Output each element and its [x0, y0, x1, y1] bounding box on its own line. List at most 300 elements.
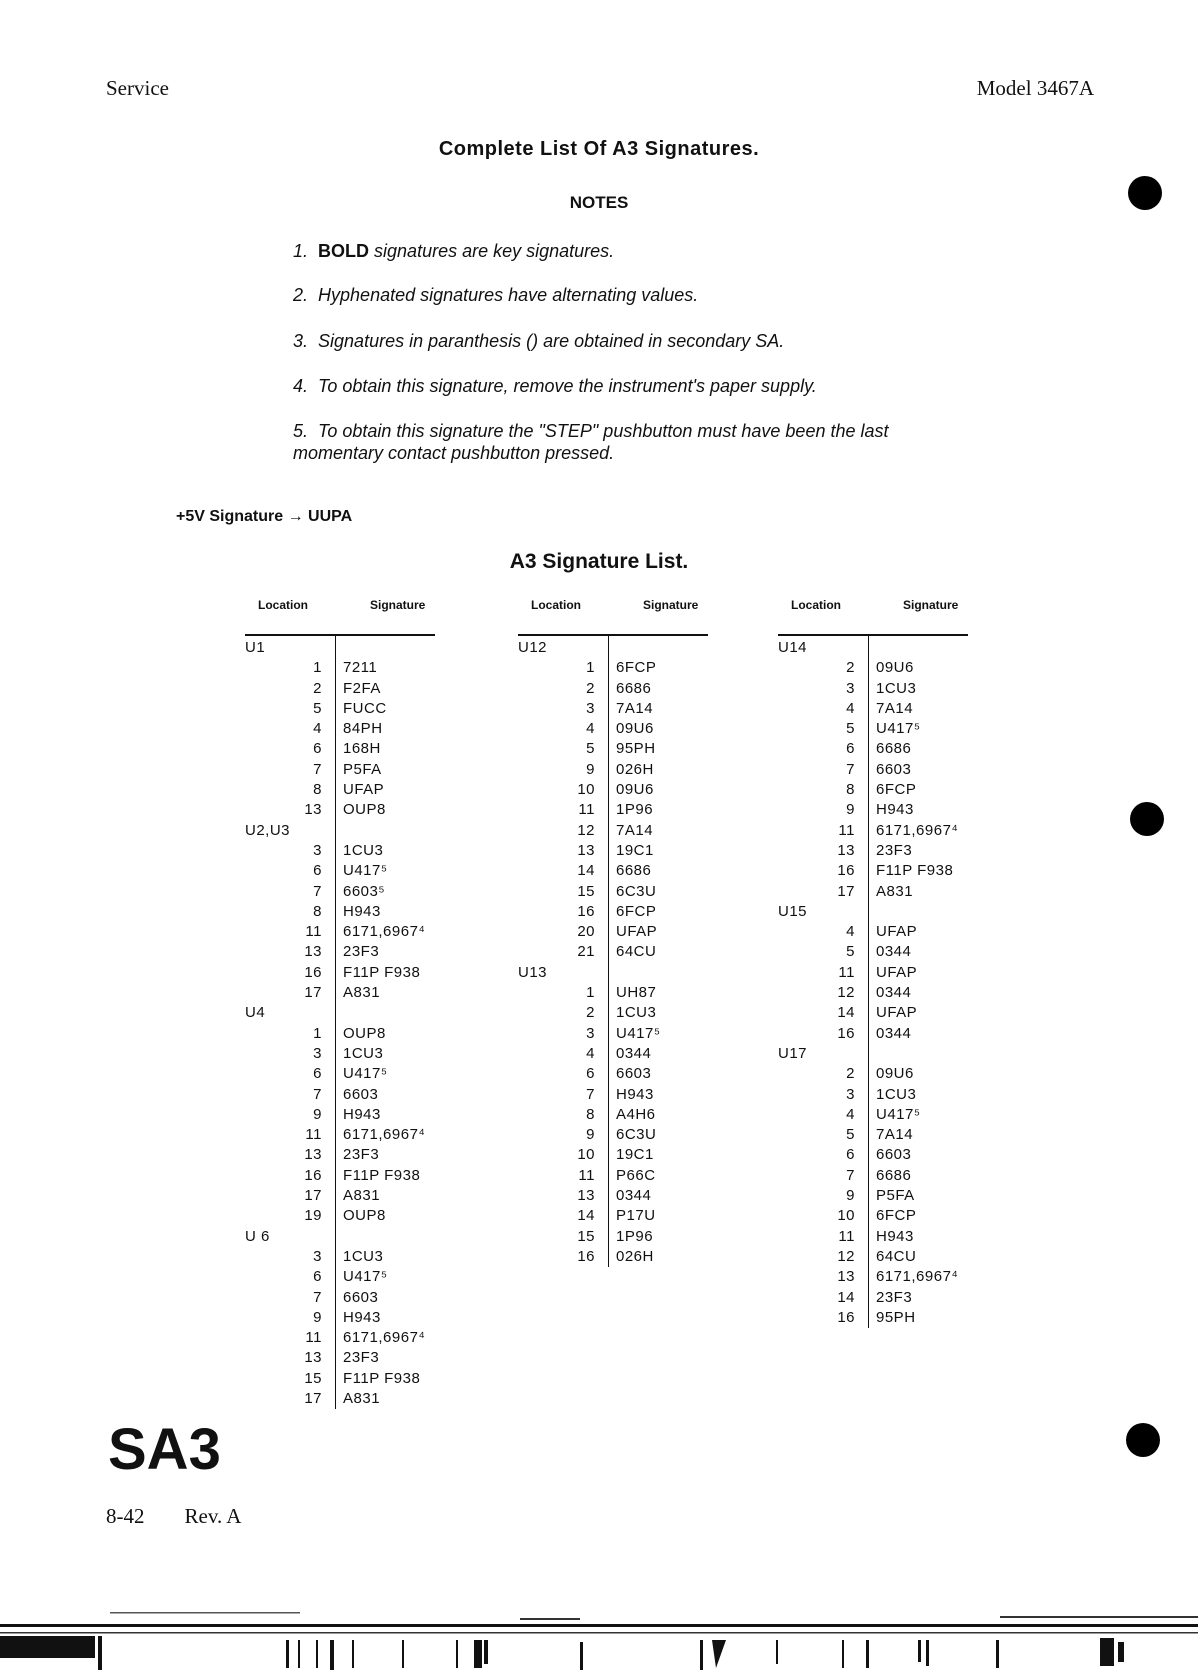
signature-row: [778, 882, 968, 902]
signature-value: F11P F938: [343, 963, 421, 981]
component-location: U17: [778, 1044, 808, 1062]
signature-row: [245, 760, 435, 780]
pin-number: 14: [837, 1288, 855, 1306]
pin-number: 13: [304, 943, 322, 961]
pin-number: 1: [313, 1024, 322, 1042]
signature-row: [778, 1206, 968, 1226]
signature-value: 23F3: [876, 841, 913, 859]
signature-row: [778, 942, 968, 962]
signature-value: 1CU3: [616, 1004, 657, 1022]
signature-row: [245, 1024, 435, 1044]
signature-row: [245, 1247, 435, 1267]
signature-value: 6603: [343, 1288, 379, 1306]
pin-number: 9: [586, 1126, 595, 1144]
pin-number: 16: [837, 862, 855, 880]
note-2: 2. Hyphenated signatures have alternating values.: [293, 285, 699, 305]
signature-row: [245, 902, 435, 922]
pin-number: 7: [586, 1085, 595, 1103]
pin-number: 17: [304, 1187, 322, 1205]
signature-row: [245, 1105, 435, 1125]
column-header: [518, 598, 708, 634]
pin-number: 11: [838, 821, 855, 839]
group-row: [518, 638, 708, 658]
signature-row: [245, 780, 435, 800]
signature-row: [245, 1186, 435, 1206]
pin-number: 16: [577, 902, 595, 920]
supply-signature: +5V Signature → UUPA: [176, 508, 353, 525]
signature-value: 6603⁵: [343, 882, 386, 900]
signature-row: [778, 1145, 968, 1165]
pin-number: 16: [304, 963, 322, 981]
pin-number: 8: [586, 1105, 595, 1123]
pin-number: 5: [586, 740, 595, 758]
pin-number: 11: [578, 1166, 595, 1184]
group-row: [518, 963, 708, 983]
signature-value: F2FA: [343, 679, 381, 697]
pin-number: 6: [313, 1065, 322, 1083]
signature-value: A831: [343, 984, 381, 1002]
pin-number: 9: [846, 801, 855, 819]
pin-number: 13: [577, 841, 595, 859]
signature-value: 7211: [343, 659, 378, 677]
signature-header: Signature: [370, 598, 426, 612]
signature-value: 6171,6967⁴: [343, 1329, 426, 1347]
pin-number: 7: [846, 1166, 855, 1184]
signature-value: 6171,6967⁴: [876, 821, 959, 839]
signature-value: UFAP: [876, 1004, 918, 1022]
signature-value: OUP8: [343, 1207, 386, 1225]
signature-row: [518, 679, 708, 699]
component-location: U13: [518, 963, 548, 981]
signature-value: 6FCP: [876, 1207, 917, 1225]
signature-row: [518, 1206, 708, 1226]
signature-row: [245, 983, 435, 1003]
signature-value: 09U6: [616, 781, 654, 799]
signature-row: [518, 1125, 708, 1145]
signature-row: [518, 699, 708, 719]
signature-value: UFAP: [616, 923, 658, 941]
signature-value: 0344: [876, 984, 912, 1002]
pin-number: 10: [577, 781, 595, 799]
pin-number: 9: [313, 1308, 322, 1326]
signature-value: 19C1: [616, 841, 654, 859]
signature-value: H943: [876, 1227, 914, 1245]
signature-row: [245, 719, 435, 739]
signature-row: [778, 963, 968, 983]
pin-number: 12: [837, 1247, 855, 1265]
pin-number: 7: [846, 760, 855, 778]
page-title: Complete List Of A3 Signatures.: [438, 138, 760, 160]
signature-value: FUCC: [343, 699, 387, 717]
binder-hole-middle: [1130, 802, 1164, 836]
binder-hole-bottom: [1126, 1423, 1160, 1457]
signature-value: 6FCP: [876, 781, 917, 799]
signature-value: H943: [616, 1085, 654, 1103]
component-location: U 6: [245, 1227, 270, 1245]
signature-value: 6171,6967⁴: [343, 1126, 426, 1144]
pin-number: 13: [304, 801, 322, 819]
pin-number: 2: [846, 659, 855, 677]
signature-value: UFAP: [343, 781, 385, 799]
signature-row: [518, 841, 708, 861]
signature-value: 6603: [876, 1146, 912, 1164]
pin-number: 3: [846, 679, 855, 697]
pin-number: 14: [837, 1004, 855, 1022]
signature-row: [245, 1206, 435, 1226]
signature-value: U417⁵: [343, 1268, 388, 1286]
signature-row: [778, 1064, 968, 1084]
header-section-label: Service: [106, 76, 169, 100]
signature-value: U417⁵: [616, 1024, 661, 1042]
signature-row: [778, 1267, 968, 1287]
group-row: [245, 1227, 435, 1247]
pin-number: 12: [837, 984, 855, 1002]
signature-value: P5FA: [343, 760, 382, 778]
scan-artifact-strip: [0, 1588, 1198, 1670]
signature-value: 026H: [616, 760, 654, 778]
note-5: 5. To obtain this signature the "STEP" pushbutton must have been the last momentary contact pushbutton pressed.: [293, 421, 889, 463]
page-number: 8-42: [106, 1504, 145, 1528]
signature-value: 6FCP: [616, 902, 657, 920]
pin-number: 1: [586, 659, 595, 677]
revision-label: Rev. A: [184, 1504, 242, 1528]
signature-value: UFAP: [876, 923, 918, 941]
signature-row: [518, 719, 708, 739]
pin-number: 6: [313, 740, 322, 758]
signature-row: [778, 719, 968, 739]
signature-value: UFAP: [876, 963, 918, 981]
pin-number: 19: [304, 1207, 322, 1225]
signature-row: [245, 1125, 435, 1145]
pin-number: 8: [846, 781, 855, 799]
signature-value: 1CU3: [876, 1085, 917, 1103]
signature-value: 64CU: [876, 1247, 917, 1265]
signature-row: [518, 861, 708, 881]
signature-value: 7A14: [876, 1126, 914, 1144]
signature-value: 6686: [616, 679, 652, 697]
pin-number: 11: [838, 1227, 855, 1245]
signature-row: [245, 699, 435, 719]
group-row: [245, 638, 435, 658]
pin-number: 13: [837, 841, 855, 859]
signature-row: [245, 1348, 435, 1368]
component-location: U14: [778, 639, 808, 656]
pin-number: 4: [313, 720, 322, 738]
signature-row: [245, 1267, 435, 1287]
signature-row: [245, 1064, 435, 1084]
signature-row: [778, 780, 968, 800]
pin-number: 9: [313, 1105, 322, 1123]
pin-number: 3: [846, 1085, 855, 1103]
signature-value: 64CU: [616, 943, 657, 961]
pin-number: 5: [846, 943, 855, 961]
signature-row: [518, 1145, 708, 1165]
signature-row: [778, 1024, 968, 1044]
pin-number: 7: [313, 1288, 322, 1306]
signature-value: 6686: [876, 1166, 912, 1184]
signature-row: [778, 983, 968, 1003]
signature-row: [778, 1003, 968, 1023]
signature-value: H943: [343, 1308, 381, 1326]
signature-value: 95PH: [876, 1308, 916, 1326]
signature-row: [518, 942, 708, 962]
pin-number: 3: [313, 841, 322, 859]
signature-column-1: [245, 598, 435, 1409]
component-location: U2,U3: [245, 821, 291, 839]
signature-row: [245, 1166, 435, 1186]
pin-number: 11: [578, 801, 595, 819]
signature-value: 23F3: [343, 943, 380, 961]
column-header: [778, 598, 968, 634]
signature-row: [778, 1227, 968, 1247]
signature-value: 1P96: [616, 1227, 654, 1245]
location-header: Location: [791, 598, 841, 612]
signature-column-3: [778, 598, 968, 1328]
signature-row: [245, 861, 435, 881]
group-row: [245, 821, 435, 841]
signature-row: [778, 658, 968, 678]
note-4: 4. To obtain this signature, remove the instrument's paper supply.: [293, 376, 817, 396]
group-row: [778, 902, 968, 922]
signature-column-2: [518, 598, 708, 1267]
pin-number: 2: [313, 679, 322, 697]
signature-value: 6603: [343, 1085, 379, 1103]
signature-row: [778, 1125, 968, 1145]
pin-number: 1: [313, 659, 322, 677]
signature-value: UH87: [616, 984, 657, 1002]
pin-number: 13: [837, 1268, 855, 1286]
signature-row: [518, 821, 708, 841]
pin-number: 15: [577, 882, 595, 900]
pin-number: 11: [305, 1126, 322, 1144]
note-3: 3. Signatures in paranthesis () are obtained in secondary SA.: [293, 331, 785, 351]
group-row: [245, 1003, 435, 1023]
pin-number: 9: [586, 760, 595, 778]
signature-row: [518, 1003, 708, 1023]
signature-value: 6171,6967⁴: [876, 1268, 959, 1286]
signature-value: A4H6: [616, 1105, 656, 1123]
pin-number: 15: [577, 1227, 595, 1245]
signature-value: 6171,6967⁴: [343, 923, 426, 941]
signature-value: U417⁵: [876, 720, 921, 738]
signature-value: 09U6: [876, 659, 914, 677]
pin-number: 11: [838, 963, 855, 981]
signature-value: A831: [343, 1187, 381, 1205]
signature-row: [245, 942, 435, 962]
signature-value: F11P F938: [343, 1369, 421, 1387]
signature-row: [245, 1308, 435, 1328]
signature-row: [245, 1389, 435, 1409]
signature-row: [245, 1145, 435, 1165]
signature-value: A831: [343, 1389, 381, 1407]
signature-value: 6686: [616, 862, 652, 880]
signature-row: [518, 800, 708, 820]
signature-value: 0344: [876, 1024, 912, 1042]
signature-value: 6C3U: [616, 882, 657, 900]
signature-value: U417⁵: [876, 1105, 921, 1123]
column-header: [245, 598, 435, 634]
signature-row: [518, 1044, 708, 1064]
signature-row: [245, 841, 435, 861]
signature-row: [518, 1247, 708, 1267]
signature-value: A831: [876, 882, 914, 900]
pin-number: 21: [577, 943, 595, 961]
pin-number: 1: [586, 984, 595, 1002]
pin-number: 6: [846, 740, 855, 758]
signature-row: [518, 760, 708, 780]
pin-number: 6: [313, 862, 322, 880]
header-model-label: Model 3467A: [976, 76, 1094, 100]
section-mark: SA3: [108, 1417, 221, 1482]
signature-row: [778, 800, 968, 820]
binder-hole-top: [1128, 176, 1162, 210]
pin-number: 9: [846, 1187, 855, 1205]
pin-number: 4: [586, 1044, 595, 1062]
pin-number: 14: [577, 1207, 595, 1225]
signature-row: [778, 739, 968, 759]
signature-row: [245, 963, 435, 983]
group-row: [778, 638, 968, 658]
location-header: Location: [531, 598, 581, 612]
signature-value: OUP8: [343, 1024, 386, 1042]
signature-value: 09U6: [616, 720, 654, 738]
signature-value: 1CU3: [343, 841, 384, 859]
pin-number: 3: [586, 1024, 595, 1042]
signature-value: U417⁵: [343, 862, 388, 880]
signature-value: F11P F938: [343, 1166, 421, 1184]
signature-value: 23F3: [876, 1288, 913, 1306]
signature-row: [518, 1227, 708, 1247]
pin-number: 17: [304, 984, 322, 1002]
column-body: [778, 634, 968, 1328]
signature-value: 6686: [876, 740, 912, 758]
note-1: 1. BOLD signatures are key signatures.: [293, 241, 615, 261]
pin-number: 2: [846, 1065, 855, 1083]
pin-number: 11: [305, 1329, 322, 1347]
signature-row: [245, 1328, 435, 1348]
signature-value: 0344: [616, 1187, 652, 1205]
pin-number: 8: [313, 781, 322, 799]
signature-value: 1P96: [616, 801, 654, 819]
signature-row: [245, 882, 435, 902]
signature-value: OUP8: [343, 801, 386, 819]
pin-number: 16: [304, 1166, 322, 1184]
pin-number: 3: [313, 1247, 322, 1265]
pin-number: 16: [837, 1308, 855, 1326]
component-location: U4: [245, 1004, 266, 1022]
pin-number: 5: [846, 1126, 855, 1144]
signature-row: [778, 922, 968, 942]
signature-row: [518, 902, 708, 922]
signature-row: [245, 1085, 435, 1105]
signature-value: P17U: [616, 1207, 656, 1225]
signature-row: [245, 1288, 435, 1308]
pin-number: 10: [837, 1207, 855, 1225]
pin-number: 2: [586, 1004, 595, 1022]
signature-row: [778, 841, 968, 861]
signature-value: 1CU3: [876, 679, 917, 697]
signature-value: H943: [876, 801, 914, 819]
signature-row: [778, 861, 968, 881]
signature-value: 7A14: [616, 821, 654, 839]
signature-row: [778, 699, 968, 719]
pin-number: 5: [846, 720, 855, 738]
signature-row: [245, 679, 435, 699]
pin-number: 13: [577, 1187, 595, 1205]
page-footer: [106, 1504, 281, 1529]
signature-value: 84PH: [343, 720, 383, 738]
pin-number: 6: [586, 1065, 595, 1083]
notes-heading: NOTES: [569, 193, 629, 212]
pin-number: 17: [304, 1389, 322, 1407]
pin-number: 7: [313, 882, 322, 900]
signature-value: P5FA: [876, 1187, 915, 1205]
signature-row: [778, 1288, 968, 1308]
signature-row: [518, 1024, 708, 1044]
signature-value: 23F3: [343, 1349, 380, 1367]
signature-value: 23F3: [343, 1146, 380, 1164]
pin-number: 3: [313, 1044, 322, 1062]
pin-number: 5: [313, 699, 322, 717]
signature-row: [778, 1186, 968, 1206]
signature-value: H943: [343, 1105, 381, 1123]
pin-number: 3: [586, 699, 595, 717]
signature-row: [778, 679, 968, 699]
pin-number: 16: [577, 1247, 595, 1265]
signature-row: [778, 1166, 968, 1186]
signature-value: 168H: [343, 740, 381, 758]
signature-row: [518, 1105, 708, 1125]
signature-row: [245, 1044, 435, 1064]
signature-row: [518, 922, 708, 942]
pin-number: 15: [304, 1369, 322, 1387]
pin-number: 17: [837, 882, 855, 900]
signature-value: 7A14: [876, 699, 914, 717]
pin-number: 10: [577, 1146, 595, 1164]
signature-value: 95PH: [616, 740, 656, 758]
pin-number: 6: [846, 1146, 855, 1164]
signature-value: 6C3U: [616, 1126, 657, 1144]
signature-header: Signature: [643, 598, 699, 612]
signature-row: [778, 1308, 968, 1328]
signature-row: [245, 800, 435, 820]
signature-value: F11P F938: [876, 862, 954, 880]
column-body: [245, 634, 435, 1409]
signature-value: 7A14: [616, 699, 654, 717]
pin-number: 7: [313, 760, 322, 778]
pin-number: 2: [586, 679, 595, 697]
signature-value: 1CU3: [343, 1247, 384, 1265]
signature-list-title: A3 Signature List.: [509, 550, 689, 573]
pin-number: 7: [313, 1085, 322, 1103]
signature-row: [778, 1085, 968, 1105]
group-row: [778, 1044, 968, 1064]
signature-value: 09U6: [876, 1065, 914, 1083]
signature-row: [518, 780, 708, 800]
signature-row: [245, 1369, 435, 1389]
pin-number: 4: [846, 1105, 855, 1123]
pin-number: 4: [846, 699, 855, 717]
pin-number: 20: [577, 923, 595, 941]
signature-row: [518, 1085, 708, 1105]
signature-row: [245, 658, 435, 678]
component-location: U1: [245, 639, 266, 656]
pin-number: 13: [304, 1146, 322, 1164]
pin-number: 4: [586, 720, 595, 738]
signature-row: [518, 739, 708, 759]
signature-row: [245, 922, 435, 942]
signature-row: [518, 983, 708, 1003]
